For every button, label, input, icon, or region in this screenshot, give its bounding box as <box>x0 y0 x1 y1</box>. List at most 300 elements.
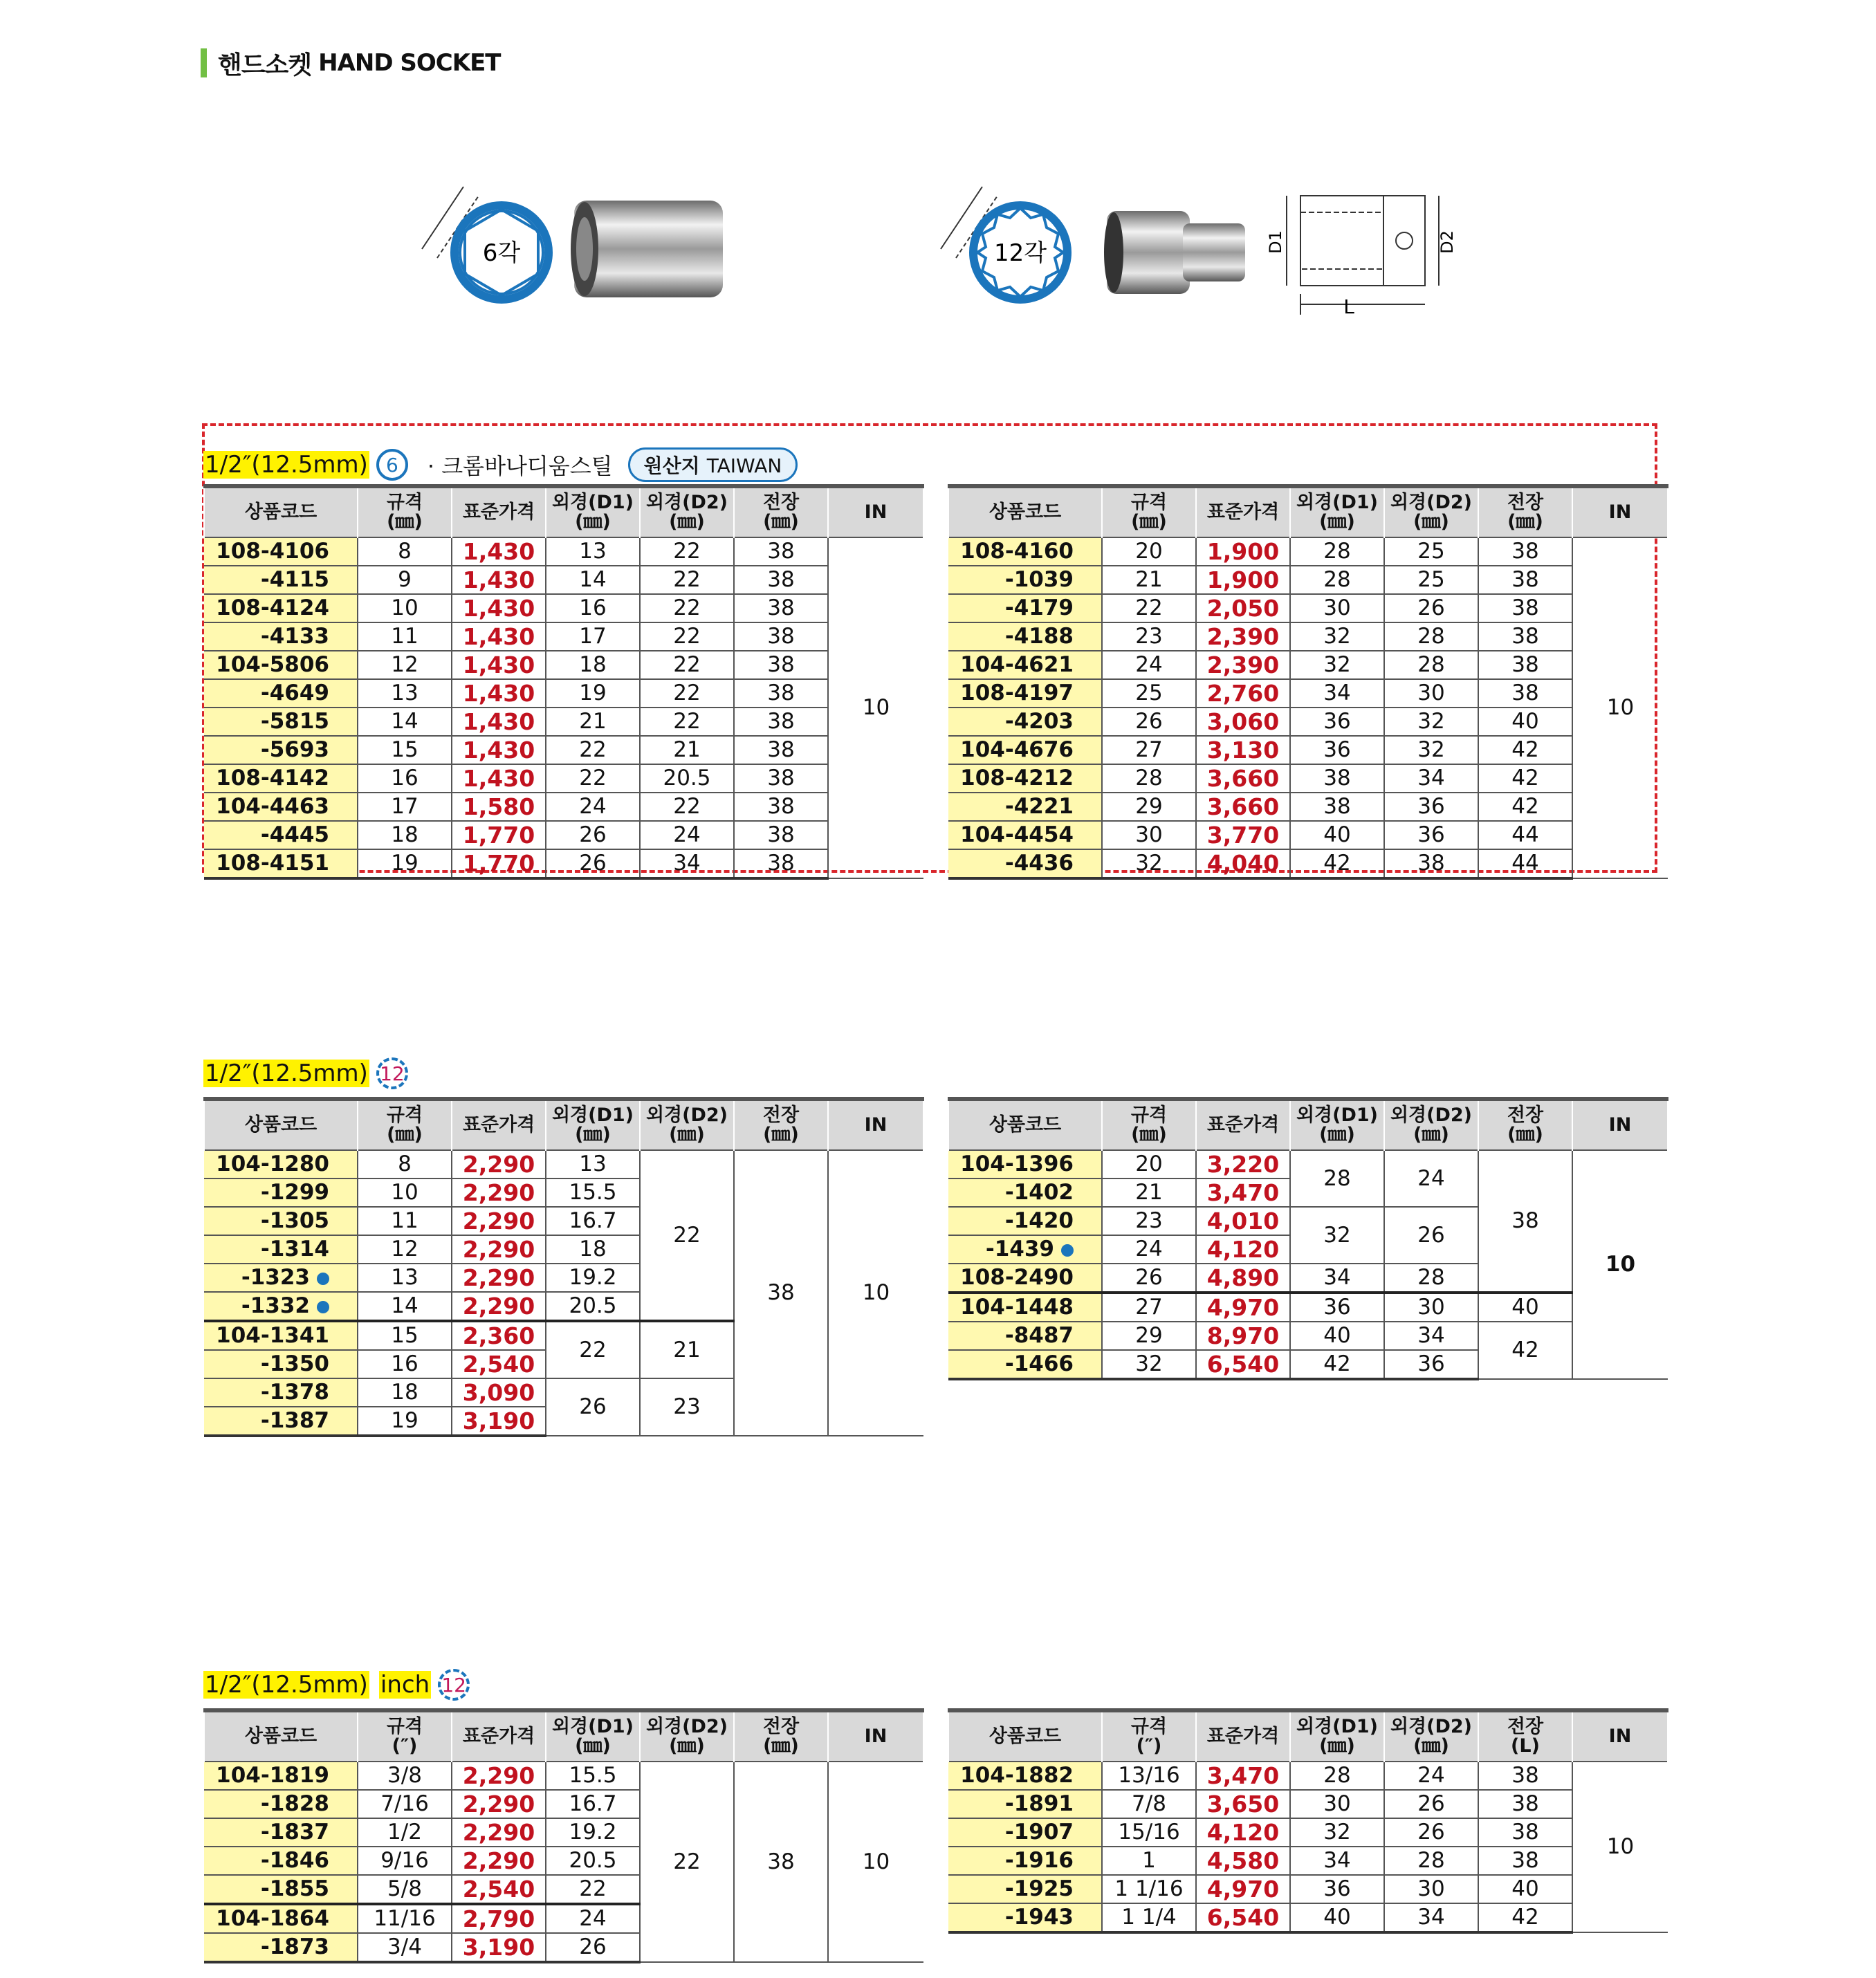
table-cell: 38 <box>1478 1790 1572 1818</box>
table-cell: 108-4151 <box>204 849 358 878</box>
table-cell: 42 <box>1290 849 1384 878</box>
table-cell: 21 <box>1102 566 1196 594</box>
table-cell: 3,470 <box>1196 1762 1290 1790</box>
page-title <box>201 47 501 79</box>
table-row <box>204 849 923 878</box>
table-cell: 3,060 <box>1196 708 1290 736</box>
header-in: IN <box>828 486 923 537</box>
table-cell: -1916 <box>948 1847 1102 1875</box>
table-cell: 104-1448 <box>948 1293 1102 1322</box>
table-cell: 22 <box>546 736 640 764</box>
table-cell: -1332 <box>204 1292 358 1321</box>
table-cell: 24 <box>1384 1762 1478 1790</box>
table-cell: 42 <box>1478 736 1572 764</box>
header-price: 표준가격 <box>452 1099 546 1150</box>
table-cell: 104-4676 <box>948 736 1102 764</box>
table-cell: 30 <box>1384 1875 1478 1903</box>
table-cell: 26 <box>546 821 640 849</box>
table-cell: 18 <box>358 1378 452 1407</box>
table-cell: 19.2 <box>546 1818 640 1847</box>
table-cell: 38 <box>734 793 828 821</box>
header-code: 상품코드 <box>948 1710 1102 1762</box>
table-cell: 1,430 <box>452 736 546 764</box>
table-row <box>948 1293 1668 1322</box>
header-length: 전장 (L) <box>1478 1710 1572 1762</box>
header-d2: 외경(D2) (㎜) <box>1384 1710 1478 1762</box>
table-cell: 1/2 <box>358 1818 452 1847</box>
table-row <box>204 793 923 821</box>
table-cell: -1299 <box>204 1179 358 1207</box>
table-cell: 18 <box>546 651 640 679</box>
table-row <box>204 651 923 679</box>
table-cell: 104-1341 <box>204 1321 358 1350</box>
table-cell: 36 <box>1290 708 1384 736</box>
table-cell: 20.5 <box>546 1292 640 1321</box>
new-item-dot-icon <box>317 1273 329 1285</box>
header-in: IN <box>1572 1710 1668 1762</box>
table-cell: 7/16 <box>358 1790 452 1818</box>
table-cell: 26 <box>546 1378 640 1436</box>
table-cell: -1323 <box>204 1264 358 1292</box>
table-cell: 38 <box>1478 537 1572 566</box>
table-cell: 38 <box>734 594 828 622</box>
table-cell: 16 <box>546 594 640 622</box>
table-cell: 2,790 <box>452 1904 546 1933</box>
table-cell: 38 <box>1478 566 1572 594</box>
table-cell: 22 <box>546 1875 640 1904</box>
section2-right-table <box>948 1097 1668 1380</box>
table-cell: 40 <box>1478 1293 1572 1322</box>
table-cell: 22 <box>640 708 734 736</box>
table-cell: 34 <box>1290 679 1384 708</box>
table-row <box>204 1150 923 1179</box>
section3-unit: inch <box>380 1671 430 1699</box>
table-cell: 16 <box>358 1350 452 1378</box>
table-cell: -4436 <box>948 849 1102 878</box>
table-cell: 21 <box>640 736 734 764</box>
table-cell: 3,660 <box>1196 793 1290 821</box>
table-cell: 36 <box>1384 821 1478 849</box>
table-cell: -1387 <box>204 1407 358 1436</box>
origin-badge <box>628 447 798 482</box>
header-price: 표준가격 <box>1196 486 1290 537</box>
table-cell: 22 <box>546 1321 640 1378</box>
table-cell: 1 1/16 <box>1102 1875 1196 1903</box>
table-cell: 2,540 <box>452 1875 546 1904</box>
header-in: IN <box>1572 486 1668 537</box>
table-cell: -1891 <box>948 1790 1102 1818</box>
table-cell: 38 <box>1384 849 1478 878</box>
section3-drive: 1/2″(12.5mm) <box>205 1671 368 1699</box>
table-cell: -1378 <box>204 1378 358 1407</box>
table-cell: 13/16 <box>1102 1762 1196 1790</box>
table-cell: 8 <box>358 1150 452 1179</box>
table-row <box>948 736 1668 764</box>
table-cell: 10 <box>1572 1150 1668 1379</box>
table-cell: 104-4454 <box>948 821 1102 849</box>
table-cell: 38 <box>1478 594 1572 622</box>
table-cell: 1 1/4 <box>1102 1903 1196 1932</box>
table-cell: 108-4160 <box>948 537 1102 566</box>
table-cell: 22 <box>1102 594 1196 622</box>
table-cell: 15 <box>358 1321 452 1350</box>
header-code: 상품코드 <box>948 1099 1102 1150</box>
table-cell: 13 <box>546 1150 640 1179</box>
table-cell: 1,770 <box>452 821 546 849</box>
table-cell: 28 <box>1384 622 1478 651</box>
header-length: 전장 (㎜) <box>1478 1099 1572 1150</box>
table-cell: 1,900 <box>1196 537 1290 566</box>
section3-heading <box>203 1664 470 1706</box>
table-cell: 9 <box>358 566 452 594</box>
table-cell: -1846 <box>204 1847 358 1875</box>
dimension-drawing <box>1287 196 1439 315</box>
table-row <box>204 622 923 651</box>
table-cell: 29 <box>1102 1322 1196 1350</box>
table-cell: 21 <box>546 708 640 736</box>
table-cell: 32 <box>1102 1350 1196 1379</box>
title-english: HAND SOCKET <box>318 49 501 77</box>
table-cell: 16 <box>358 764 452 793</box>
table-row <box>948 1762 1668 1790</box>
table-cell: 10 <box>828 1150 923 1436</box>
table-cell: 30 <box>1290 1790 1384 1818</box>
table-cell: 42 <box>1478 1322 1572 1379</box>
section1-heading <box>203 444 798 486</box>
table-cell: 4,890 <box>1196 1264 1290 1293</box>
table-row <box>204 537 923 566</box>
table-cell: 22 <box>640 793 734 821</box>
table-cell: 11 <box>358 622 452 651</box>
table-cell: 42 <box>1478 793 1572 821</box>
table-cell: 18 <box>546 1235 640 1264</box>
table-cell: 1,580 <box>452 793 546 821</box>
table-cell: 30 <box>1102 821 1196 849</box>
header-size: 규격 (㎜) <box>1102 486 1196 537</box>
table-cell: -1855 <box>204 1875 358 1904</box>
table-cell: 25 <box>1102 679 1196 708</box>
header-length: 전장 (㎜) <box>1478 486 1572 537</box>
table-cell: 18 <box>358 821 452 849</box>
table-cell: 1,430 <box>452 651 546 679</box>
table-cell: 4,970 <box>1196 1875 1290 1903</box>
table-cell: -1402 <box>948 1179 1102 1207</box>
table-cell: 2,540 <box>452 1350 546 1378</box>
table-cell: 38 <box>734 849 828 878</box>
table-cell: 4,120 <box>1196 1235 1290 1264</box>
table-cell: 12 <box>358 651 452 679</box>
table-cell: 22 <box>640 594 734 622</box>
table-cell: 38 <box>734 708 828 736</box>
table-cell: 2,290 <box>452 1292 546 1321</box>
table-cell: 32 <box>1290 1818 1384 1847</box>
table-cell: 34 <box>1290 1847 1384 1875</box>
table-cell: 38 <box>1290 764 1384 793</box>
table-cell: 26 <box>1102 708 1196 736</box>
table-cell: 1,900 <box>1196 566 1290 594</box>
table-row <box>204 679 923 708</box>
table-cell: 19 <box>358 1407 452 1436</box>
table-cell: -1837 <box>204 1818 358 1847</box>
table-row <box>948 1903 1668 1932</box>
table-cell: 28 <box>1290 566 1384 594</box>
table-cell: 108-4212 <box>948 764 1102 793</box>
table-cell: 20.5 <box>546 1847 640 1875</box>
table-row <box>948 1322 1668 1350</box>
table-cell: 42 <box>1478 1903 1572 1932</box>
table-row <box>948 1847 1668 1875</box>
header-in: IN <box>828 1710 923 1762</box>
header-size: 규격 (㎜) <box>358 486 452 537</box>
table-cell: 15 <box>358 736 452 764</box>
table-cell: 40 <box>1290 1903 1384 1932</box>
section1-left-table <box>203 484 924 880</box>
header-length: 전장 (㎜) <box>734 1099 828 1150</box>
d2-label: D2 <box>1437 230 1457 254</box>
table-cell: -4133 <box>204 622 358 651</box>
table-cell: 14 <box>546 566 640 594</box>
table-cell: 22 <box>546 764 640 793</box>
table-cell: 104-1819 <box>204 1762 358 1790</box>
table-cell: 11 <box>358 1207 452 1235</box>
table-cell: 38 <box>734 622 828 651</box>
table-cell: 38 <box>734 537 828 566</box>
table-cell: 20 <box>1102 537 1196 566</box>
table-cell: -4188 <box>948 622 1102 651</box>
table-cell: 5/8 <box>358 1875 452 1904</box>
table-cell: -1943 <box>948 1903 1102 1932</box>
table-cell: 22 <box>640 1150 734 1321</box>
table-cell: 1,770 <box>452 849 546 878</box>
table-cell: 13 <box>358 1264 452 1292</box>
table-cell: -1314 <box>204 1235 358 1264</box>
header-code: 상품코드 <box>204 486 358 537</box>
table-cell: 2,290 <box>452 1207 546 1235</box>
table-cell: 2,290 <box>452 1762 546 1790</box>
table-cell: 19.2 <box>546 1264 640 1292</box>
origin-label: 원산지 <box>643 454 700 477</box>
table-row <box>204 566 923 594</box>
table-cell: 22 <box>640 566 734 594</box>
table-cell: 15.5 <box>546 1762 640 1790</box>
table-cell: 34 <box>1384 1903 1478 1932</box>
table-cell: -4445 <box>204 821 358 849</box>
table-cell: 3,220 <box>1196 1150 1290 1179</box>
table-cell: 32 <box>1384 708 1478 736</box>
table-cell: -1907 <box>948 1818 1102 1847</box>
header-price: 표준가격 <box>452 486 546 537</box>
table-row <box>948 764 1668 793</box>
table-cell: 23 <box>1102 622 1196 651</box>
table-cell: 11/16 <box>358 1904 452 1933</box>
table-cell: 22 <box>640 537 734 566</box>
table-cell: -5815 <box>204 708 358 736</box>
table-cell: 104-1280 <box>204 1150 358 1179</box>
hex6-label: 6각 <box>482 239 521 267</box>
table-cell: 36 <box>1290 1293 1384 1322</box>
length-label: L <box>1343 295 1354 318</box>
table-cell: 1,430 <box>452 764 546 793</box>
table-cell: 1,430 <box>452 622 546 651</box>
table-cell: 104-4621 <box>948 651 1102 679</box>
table-cell: 3,190 <box>452 1407 546 1436</box>
table-row <box>204 1762 923 1790</box>
socket-diagrams <box>415 176 1480 322</box>
table-cell: -4115 <box>204 566 358 594</box>
table-cell: 6,540 <box>1196 1350 1290 1379</box>
table-row <box>204 764 923 793</box>
table-cell: 3,130 <box>1196 736 1290 764</box>
table-cell: 26 <box>1102 1264 1196 1293</box>
header-d1: 외경(D1) (㎜) <box>546 486 640 537</box>
table-cell: 2,290 <box>452 1150 546 1179</box>
table-cell: 15.5 <box>546 1179 640 1207</box>
table-cell: -1305 <box>204 1207 358 1235</box>
table-cell: 104-1882 <box>948 1762 1102 1790</box>
table-cell: 24 <box>640 821 734 849</box>
table-cell: 32 <box>1290 651 1384 679</box>
table-cell: 26 <box>1384 594 1478 622</box>
table-cell: -1828 <box>204 1790 358 1818</box>
table-cell: 42 <box>1478 764 1572 793</box>
material-note: · 크롬바나디움스틸 <box>427 453 613 479</box>
table-cell: 40 <box>1290 1322 1384 1350</box>
table-cell: 24 <box>1102 1235 1196 1264</box>
table-cell: 19 <box>546 679 640 708</box>
header-length: 전장 (㎜) <box>734 1710 828 1762</box>
table-cell: 10 <box>358 594 452 622</box>
table-cell: 13 <box>546 537 640 566</box>
header-size: 규격 (″) <box>1102 1710 1196 1762</box>
table-cell: -1466 <box>948 1350 1102 1379</box>
table-row <box>204 594 923 622</box>
section2-left-table <box>203 1097 924 1437</box>
table-cell: 38 <box>734 566 828 594</box>
table-cell: 4,010 <box>1196 1207 1290 1235</box>
table-cell: 16.7 <box>546 1790 640 1818</box>
table-cell: 28 <box>1384 1847 1478 1875</box>
table-cell: 21 <box>640 1321 734 1378</box>
section1-right-table <box>948 484 1668 880</box>
table-row <box>948 594 1668 622</box>
table-cell: 2,290 <box>452 1790 546 1818</box>
table-cell: 3,660 <box>1196 764 1290 793</box>
table-row <box>948 1790 1668 1818</box>
table-cell: 1,430 <box>452 537 546 566</box>
table-cell: -4649 <box>204 679 358 708</box>
table-cell: -4221 <box>948 793 1102 821</box>
table-cell: 104-1864 <box>204 1904 358 1933</box>
table-cell: 14 <box>358 708 452 736</box>
table-cell: 4,580 <box>1196 1847 1290 1875</box>
table-cell: 14 <box>358 1292 452 1321</box>
table-row <box>204 821 923 849</box>
table-cell: 1,430 <box>452 708 546 736</box>
table-cell: 26 <box>546 849 640 878</box>
table-cell: 28 <box>1290 1762 1384 1790</box>
header-d1: 외경(D1) (㎜) <box>1290 486 1384 537</box>
table-cell: 38 <box>734 821 828 849</box>
table-cell: 2,360 <box>452 1321 546 1350</box>
table-cell: -4203 <box>948 708 1102 736</box>
header-price: 표준가격 <box>1196 1710 1290 1762</box>
table-row <box>948 1875 1668 1903</box>
table-cell: 20 <box>1102 1150 1196 1179</box>
table-cell: 38 <box>734 736 828 764</box>
table-cell: 38 <box>734 679 828 708</box>
table-cell: 2,290 <box>452 1235 546 1264</box>
new-item-dot-icon <box>1061 1244 1074 1257</box>
table-cell: 38 <box>1478 1818 1572 1847</box>
header-price: 표준가격 <box>452 1710 546 1762</box>
table-cell: 3,470 <box>1196 1179 1290 1207</box>
table-cell: 28 <box>1384 1264 1478 1293</box>
section3-right-table <box>948 1708 1668 1934</box>
table-cell: 9/16 <box>358 1847 452 1875</box>
header-d2: 외경(D2) (㎜) <box>640 486 734 537</box>
new-item-dot-icon <box>317 1301 329 1313</box>
section2-heading <box>203 1053 408 1094</box>
table-row <box>948 1150 1668 1179</box>
table-cell: 29 <box>1102 793 1196 821</box>
table-cell: 2,290 <box>452 1179 546 1207</box>
header-size: 규격 (″) <box>358 1710 452 1762</box>
table-row <box>948 708 1668 736</box>
table-cell: -5693 <box>204 736 358 764</box>
table-cell: 3,190 <box>452 1933 546 1962</box>
table-cell: 21 <box>1102 1179 1196 1207</box>
table-row <box>948 1818 1668 1847</box>
table-cell: 23 <box>1102 1207 1196 1235</box>
table-cell: -8487 <box>948 1322 1102 1350</box>
table-cell: 28 <box>1290 1150 1384 1207</box>
header-code: 상품코드 <box>948 486 1102 537</box>
hex-12-icon: 12 <box>438 1669 470 1701</box>
header-size: 규격 (㎜) <box>1102 1099 1196 1150</box>
table-cell: 1,430 <box>452 594 546 622</box>
table-cell: 8,970 <box>1196 1322 1290 1350</box>
table-cell: 44 <box>1478 849 1572 878</box>
table-cell: 26 <box>1384 1207 1478 1264</box>
header-price: 표준가격 <box>1196 1099 1290 1150</box>
table-cell: 26 <box>546 1933 640 1962</box>
table-cell: -1439 <box>948 1235 1102 1264</box>
table-cell: 34 <box>1384 1322 1478 1350</box>
table-cell: 38 <box>734 651 828 679</box>
table-cell: 13 <box>358 679 452 708</box>
table-cell: 32 <box>1290 1207 1384 1264</box>
table-cell: 38 <box>734 764 828 793</box>
table-cell: 38 <box>1478 651 1572 679</box>
table-cell: 22 <box>640 1762 734 1962</box>
table-cell: 32 <box>1290 622 1384 651</box>
table-cell: 15/16 <box>1102 1818 1196 1847</box>
header-in: IN <box>1572 1099 1668 1150</box>
table-cell: 2,390 <box>1196 622 1290 651</box>
table-cell: 108-4197 <box>948 679 1102 708</box>
table-row <box>948 679 1668 708</box>
table-cell: 38 <box>1478 679 1572 708</box>
table-cell: 34 <box>640 849 734 878</box>
table-cell: 1,430 <box>452 566 546 594</box>
table-cell: 28 <box>1384 651 1478 679</box>
table-cell: 3,090 <box>452 1378 546 1407</box>
table-cell: 26 <box>1384 1790 1478 1818</box>
table-cell: 28 <box>1290 537 1384 566</box>
origin-value: TAIWAN <box>706 454 782 477</box>
table-cell: 2,760 <box>1196 679 1290 708</box>
table-cell: 38 <box>1478 622 1572 651</box>
